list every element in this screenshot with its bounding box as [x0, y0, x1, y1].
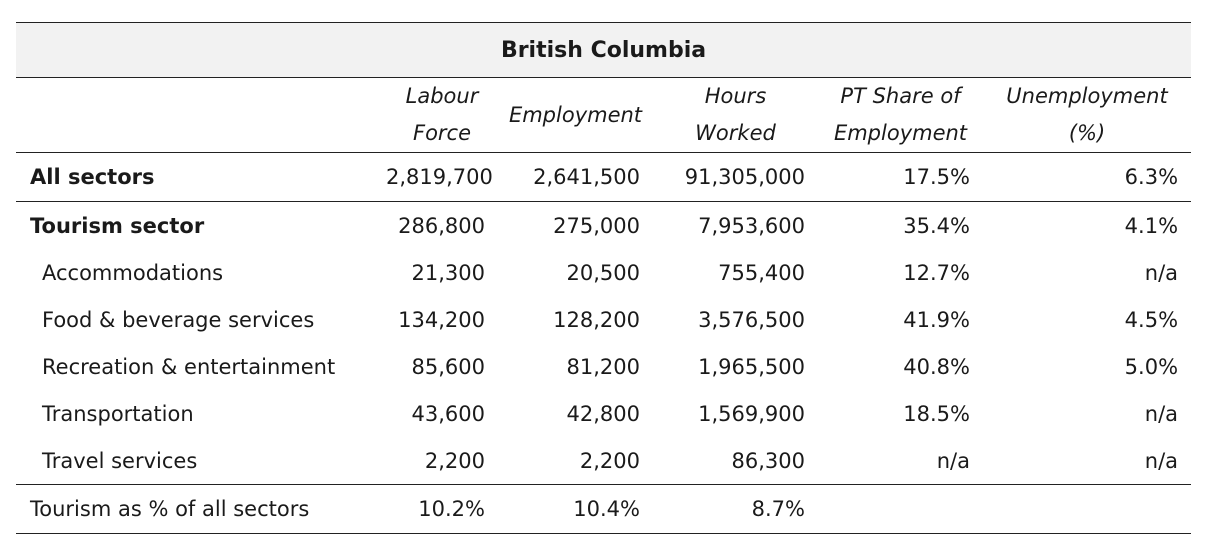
- cell-value: 86,300: [731, 448, 805, 473]
- table-row: [16, 390, 1191, 437]
- cell-value: 6.3%: [1124, 165, 1179, 189]
- row-label: Transportation: [42, 401, 194, 426]
- header-pt-share: [818, 78, 983, 153]
- cell-value: [983, 485, 1191, 534]
- row-label: Tourism as % of all sectors: [16, 485, 386, 534]
- cell-value: n/a: [936, 448, 970, 473]
- cell-value: [818, 485, 983, 534]
- cell-value: 128,200: [553, 307, 640, 332]
- header-row: [16, 78, 1191, 153]
- header-labour-force-line1: Labour: [405, 84, 479, 108]
- row-label: Food & beverage services: [42, 307, 315, 332]
- cell-value: 5.0%: [1124, 354, 1179, 379]
- cell-value: 81,200: [566, 354, 640, 379]
- cell-value: 286,800: [386, 202, 498, 250]
- title-row: [16, 23, 1191, 78]
- cell-value: 134,200: [398, 307, 485, 332]
- cell-value: 275,000: [498, 202, 653, 250]
- cell-value: 17.5%: [903, 165, 970, 189]
- row-label: Tourism sector: [16, 202, 386, 250]
- table-row: [16, 202, 1191, 250]
- cell-value: 2,819,700: [386, 165, 493, 189]
- cell-value: 10.4%: [498, 485, 653, 534]
- row-label: Accommodations: [42, 260, 224, 285]
- cell-value: 91,305,000: [684, 165, 805, 189]
- header-unemployment: [983, 78, 1191, 153]
- cell-value: 4.1%: [983, 202, 1191, 250]
- header-unemployment-line1: Unemployment: [1006, 84, 1168, 108]
- cell-value: n/a: [1144, 448, 1179, 473]
- cell-value: 40.8%: [903, 354, 970, 379]
- table-row: [16, 153, 1191, 202]
- header-pt-share-line2: Employment: [833, 121, 968, 145]
- cell-value: 755,400: [718, 260, 805, 285]
- header-hours-worked: [653, 78, 818, 153]
- table-row: [16, 437, 1191, 485]
- cell-value: 85,600: [411, 354, 485, 379]
- cell-value: 10.2%: [386, 485, 498, 534]
- table-body: [16, 153, 1191, 534]
- cell-value: 35.4%: [818, 202, 983, 250]
- row-label: All sectors: [30, 165, 155, 189]
- cell-value: 20,500: [566, 260, 640, 285]
- table-row: [16, 485, 1191, 534]
- labour-table: [16, 22, 1191, 534]
- header-labour-force: [386, 78, 498, 153]
- cell-value: 41.9%: [903, 307, 970, 332]
- header-hours-line1: Hours: [704, 84, 767, 108]
- header-unemployment-line2: (%): [1068, 121, 1106, 145]
- table-row: [16, 296, 1191, 343]
- cell-value: 18.5%: [903, 401, 970, 426]
- row-label: Travel services: [42, 448, 198, 473]
- cell-value: 8.7%: [653, 485, 818, 534]
- cell-value: 1,965,500: [698, 354, 805, 379]
- cell-value: 12.7%: [903, 260, 970, 285]
- header-labour-force-line2: Force: [412, 121, 472, 145]
- cell-value: n/a: [1144, 401, 1179, 426]
- header-hours-line2: Worked: [695, 121, 776, 145]
- table-row: [16, 249, 1191, 296]
- cell-value: 2,200: [579, 448, 640, 473]
- header-pt-share-line1: PT Share of: [840, 84, 961, 108]
- header-employment: Employment: [498, 78, 653, 153]
- cell-value: n/a: [1144, 260, 1179, 285]
- cell-value: 4.5%: [1124, 307, 1179, 332]
- cell-value: 3,576,500: [698, 307, 805, 332]
- cell-value: 7,953,600: [653, 202, 818, 250]
- cell-value: 1,569,900: [698, 401, 805, 426]
- cell-value: 43,600: [411, 401, 485, 426]
- data-table: [16, 22, 1191, 534]
- cell-value: 21,300: [411, 260, 485, 285]
- header-empty: [16, 78, 386, 153]
- row-label: Recreation & entertainment: [42, 354, 336, 379]
- table-title: British Columbia: [16, 23, 1191, 78]
- cell-value: 42,800: [566, 401, 640, 426]
- table-row: [16, 343, 1191, 390]
- cell-value: 2,200: [424, 448, 485, 473]
- cell-value: 2,641,500: [533, 165, 640, 189]
